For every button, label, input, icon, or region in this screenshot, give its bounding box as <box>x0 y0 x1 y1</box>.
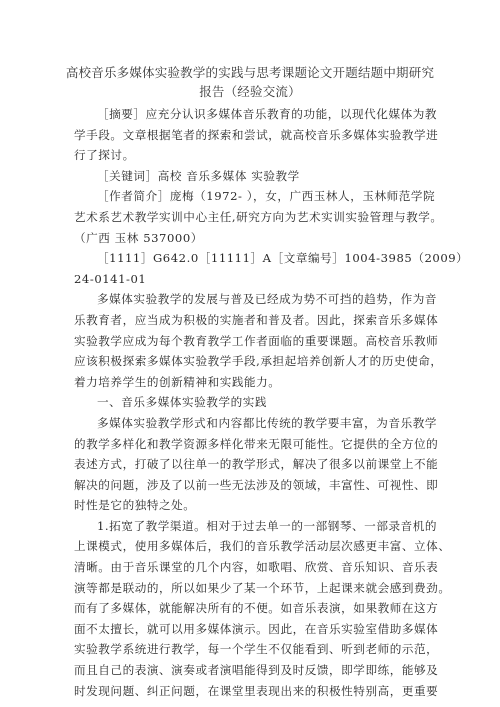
keywords-line: ［关键词］高校 音乐多媒体 实验教学 <box>97 168 300 183</box>
author-bio-line: ［作者简介］庞梅（1972- ），女，广西玉林人，玉林师范学院 <box>97 189 436 204</box>
paragraph-line: 的教学多样化和教学资源多样化带来无限可能性。它提供的全方位的 <box>74 436 439 451</box>
classification-line: 24-0141-01 <box>74 271 147 286</box>
document-title-line-1: 高校音乐多媒体实验教学的实践与思考课题论文开题结题中期研究 <box>65 65 435 80</box>
paragraph-line: 清晰。由于音乐课堂的几个内容，如歌唱、欣赏、音乐知识、音乐表 <box>74 560 439 575</box>
paragraph-line: 表述方式，打破了以往单一的教学形式，解决了很多以前课堂上不能 <box>74 457 439 472</box>
document-body <box>74 104 469 701</box>
paragraph-line: 时性是它的独特之处。 <box>74 498 196 513</box>
paragraph-line: 多媒体实验教学形式和内容都比传统的教学要丰富，为音乐教学 <box>97 415 438 430</box>
paragraph-line: 面不太擅长，就可以用多媒体演示。因此，在音乐实验室借助多媒体 <box>74 621 439 636</box>
document-title-line-2: 报告（经验交流） <box>199 84 301 99</box>
author-bio-line: 艺术系艺术教学实训中心主任,研究方向为艺术实训实验管理与教学。 <box>74 209 443 224</box>
paragraph-line: 着力培养学生的创新精神和实践能力。 <box>74 374 281 389</box>
paragraph-line: 实验教学系统进行教学，每一个学生不仅能看到、听到老师的示范， <box>74 642 439 657</box>
paragraph-line: 而且自己的表演、演奏或者演唱能得到及时反馈，即学即练，能够及 <box>74 663 439 678</box>
classification-line: ［1111］G642.0［11111］A［文章编号］1004-3985（2009） <box>97 251 469 266</box>
paragraph-line: 解决的问题，涉及了以前一些无法涉及的领域，丰富性、可视性、即 <box>74 477 439 492</box>
paragraph-line: 1.拓宽了教学渠道。相对于过去单一的一部钢琴、一部录音机的 <box>97 518 438 533</box>
abstract-line: 学手段。文章根据笔者的探索和尝试，就高校音乐多媒体实验教学进 <box>74 127 439 142</box>
paragraph-line: 演等都是联动的，所以如果少了某一个环节，上起课来就会感到费劲。 <box>74 580 451 595</box>
paragraph-line: 实验教学应成为每个教育教学工作者面临的重要课题。高校音乐教师 <box>74 333 439 348</box>
abstract-line: 行了探讨。 <box>74 148 135 163</box>
paragraph-line: 乐教育者，应当成为积极的实施者和普及者。因此，探索音乐多媒体 <box>74 312 439 327</box>
abstract-line: ［摘要］应充分认识多媒体音乐教育的功能，以现代化媒体为教 <box>97 107 438 121</box>
paragraph-line: 而有了多媒体，就能解决所有的不便。如音乐表演，如果教师在这方 <box>74 601 439 616</box>
paragraph-line: 应该积极探索多媒体实验教学手段,承担起培养创新人才的历史使命， <box>74 354 443 369</box>
paragraph-line: 时发现问题、纠正问题，在课堂里表现出来的积极性特别高，更重要 <box>74 683 439 698</box>
author-bio-line: （广西 玉林 537000） <box>74 230 203 245</box>
paragraph-line: 上课模式，使用多媒体后，我们的音乐教学活动层次感更丰富、立体、 <box>74 539 451 554</box>
section-heading: 一、音乐多媒体实验教学的实践 <box>97 395 268 410</box>
paragraph-line: 多媒体实验教学的发展与普及已经成为势不可挡的趋势，作为音 <box>97 292 438 307</box>
